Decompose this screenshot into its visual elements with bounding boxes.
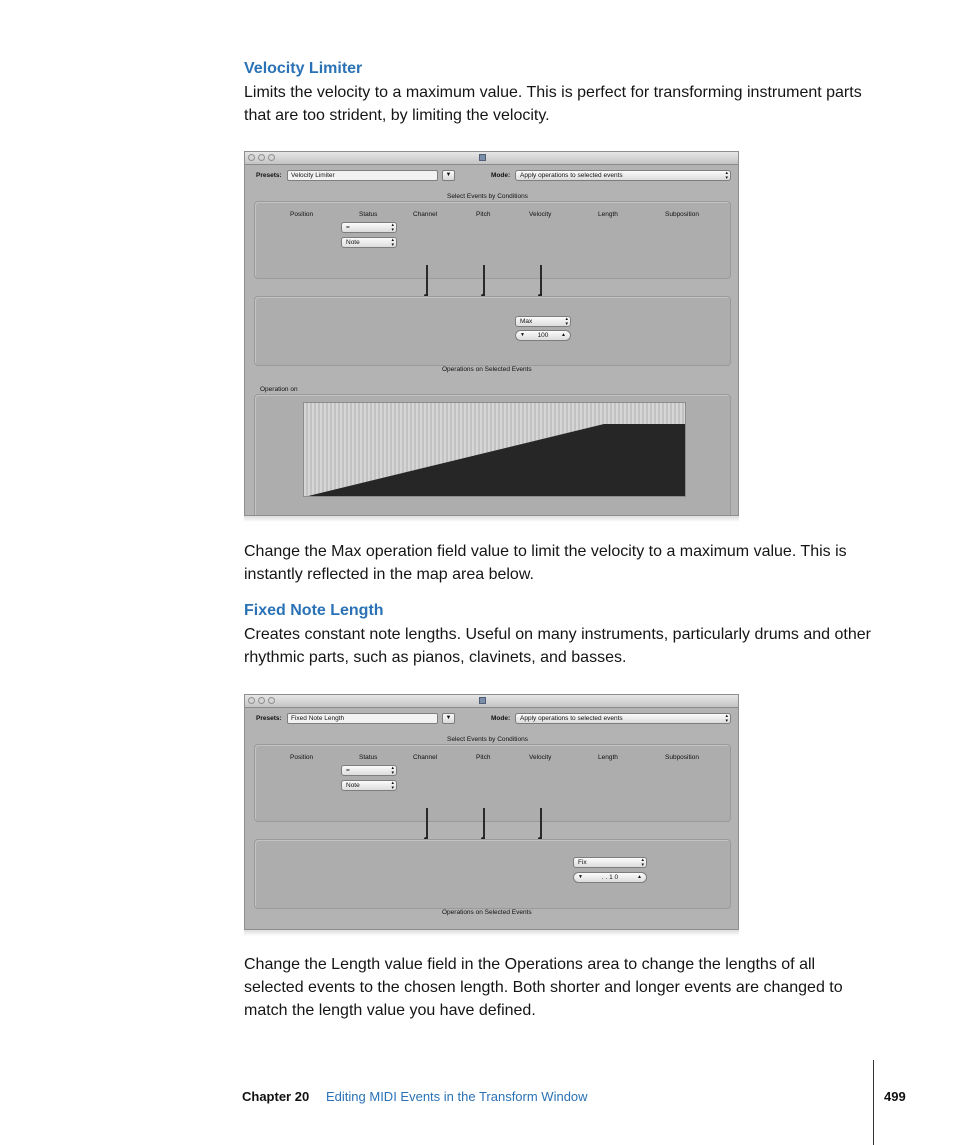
preset-menu-button[interactable] [442, 170, 455, 181]
up-down-arrows-icon: ▴ ▾ [391, 780, 394, 791]
caption-fixed-note-length: Change the Length value field in the Operations area to change the lengths of all selected events to the chosen length. Both shorter and longer events are changed to match the length value you have defined. [244, 956, 843, 1019]
up-down-arrows-icon: ▴ ▾ [565, 316, 568, 327]
page-number: 499 [884, 1089, 906, 1104]
heading-velocity-limiter: Velocity Limiter [244, 60, 363, 77]
column-position: Position [290, 754, 314, 761]
mode-dropdown[interactable] [515, 713, 731, 724]
up-down-arrows-icon: ▴ ▾ [391, 237, 394, 248]
presets-label: Presets: [256, 172, 282, 179]
column-position: Position [290, 211, 314, 218]
up-down-arrows-icon: ▴ ▾ [641, 857, 644, 868]
mode-label: Mode: [491, 715, 511, 722]
close-window-icon[interactable] [248, 697, 255, 704]
footer-chapter: Chapter 20 [242, 1089, 310, 1104]
column-velocity: Velocity [529, 211, 552, 218]
close-window-icon[interactable] [248, 154, 255, 161]
status-value-dropdown[interactable] [341, 237, 397, 248]
column-channel: Channel [413, 754, 438, 761]
status-condition-dropdown[interactable] [341, 222, 397, 233]
preset-menu-button[interactable] [442, 713, 455, 724]
increment-icon[interactable]: ▲ [637, 874, 642, 880]
operations-label: Operations on Selected Events [442, 909, 532, 916]
status-condition-value: = [346, 224, 350, 231]
transform-window-fixed-note-length [244, 694, 739, 930]
mode-value: Apply operations to selected events [520, 172, 623, 179]
velocity-value: 100 [537, 332, 549, 339]
velocity-operation-value: Max [520, 318, 533, 325]
intro-fixed-note-length: Creates constant note lengths. Useful on many instruments, particularly drums and other rhythmic parts, such as pianos, clavinets, and basses. [244, 626, 871, 666]
heading-fixed-note-length: Fixed Note Length [244, 602, 384, 619]
chevron-down-icon: ▼ [445, 715, 452, 721]
column-pitch: Pitch [476, 211, 491, 218]
up-down-arrows-icon: ▴ ▾ [725, 170, 728, 181]
column-status: Status [359, 754, 378, 761]
status-condition-dropdown[interactable] [341, 765, 397, 776]
column-length: Length [598, 754, 618, 761]
operations-label: Operations on Selected Events [442, 366, 532, 373]
velocity-value-field[interactable] [515, 330, 571, 341]
minimize-window-icon[interactable] [258, 697, 265, 704]
conditions-panel [254, 201, 731, 279]
column-length: Length [598, 211, 618, 218]
select-events-label: Select Events by Conditions [447, 736, 528, 743]
length-value: . . 1 0 [601, 874, 619, 881]
caption-velocity-limiter: Change the Max operation field value to limit the velocity to a maximum value. This is instantly reflected in the map area below. [244, 543, 847, 583]
window-titlebar[interactable] [245, 152, 738, 165]
zoom-window-icon[interactable] [268, 154, 275, 161]
length-operation-value: Fix [578, 859, 587, 866]
preset-name-field[interactable]: Velocity Limiter [287, 170, 438, 181]
select-events-label: Select Events by Conditions [447, 193, 528, 200]
up-down-arrows-icon: ▴ ▾ [391, 765, 394, 776]
chevron-down-icon: ▼ [445, 172, 452, 178]
column-velocity: Velocity [529, 754, 552, 761]
column-channel: Channel [413, 211, 438, 218]
mode-dropdown[interactable] [515, 170, 731, 181]
velocity-operation-dropdown[interactable] [515, 316, 571, 327]
minimize-window-icon[interactable] [258, 154, 265, 161]
footer-chapter-title: Editing MIDI Events in the Transform Window [326, 1089, 588, 1104]
length-value-field[interactable] [573, 872, 647, 883]
status-value: Note [346, 239, 360, 246]
increment-icon[interactable]: ▲ [561, 332, 566, 338]
status-value: Note [346, 782, 360, 789]
window-titlebar[interactable] [245, 695, 738, 708]
decrement-icon[interactable]: ▼ [578, 874, 583, 880]
mode-label: Mode: [491, 172, 511, 179]
operations-panel [254, 839, 731, 909]
window-shadow [244, 930, 739, 936]
document-icon [479, 154, 486, 161]
operations-panel [254, 296, 731, 366]
transform-window-velocity-limiter [244, 151, 739, 516]
zoom-window-icon[interactable] [268, 697, 275, 704]
mode-value: Apply operations to selected events [520, 715, 623, 722]
up-down-arrows-icon: ▴ ▾ [725, 713, 728, 724]
decrement-icon[interactable]: ▼ [520, 332, 525, 338]
up-down-arrows-icon: ▴ ▾ [391, 222, 394, 233]
velocity-map[interactable] [303, 402, 686, 497]
column-status: Status [359, 211, 378, 218]
column-subposition: Subposition [665, 211, 699, 218]
conditions-panel [254, 744, 731, 822]
status-condition-value: = [346, 767, 350, 774]
operation-on-label: Operation on [260, 386, 298, 393]
presets-label: Presets: [256, 715, 282, 722]
length-operation-dropdown[interactable] [573, 857, 647, 868]
footer-divider [873, 1060, 874, 1145]
window-shadow [244, 516, 739, 522]
preset-name-field[interactable]: Fixed Note Length [287, 713, 438, 724]
velocity-map-curve [304, 403, 686, 497]
status-value-dropdown[interactable] [341, 780, 397, 791]
intro-velocity-limiter: Limits the velocity to a maximum value. This is perfect for transforming instrument parts that are too strident, by limiting the velocity. [244, 84, 862, 124]
document-icon [479, 697, 486, 704]
column-pitch: Pitch [476, 754, 491, 761]
column-subposition: Subposition [665, 754, 699, 761]
